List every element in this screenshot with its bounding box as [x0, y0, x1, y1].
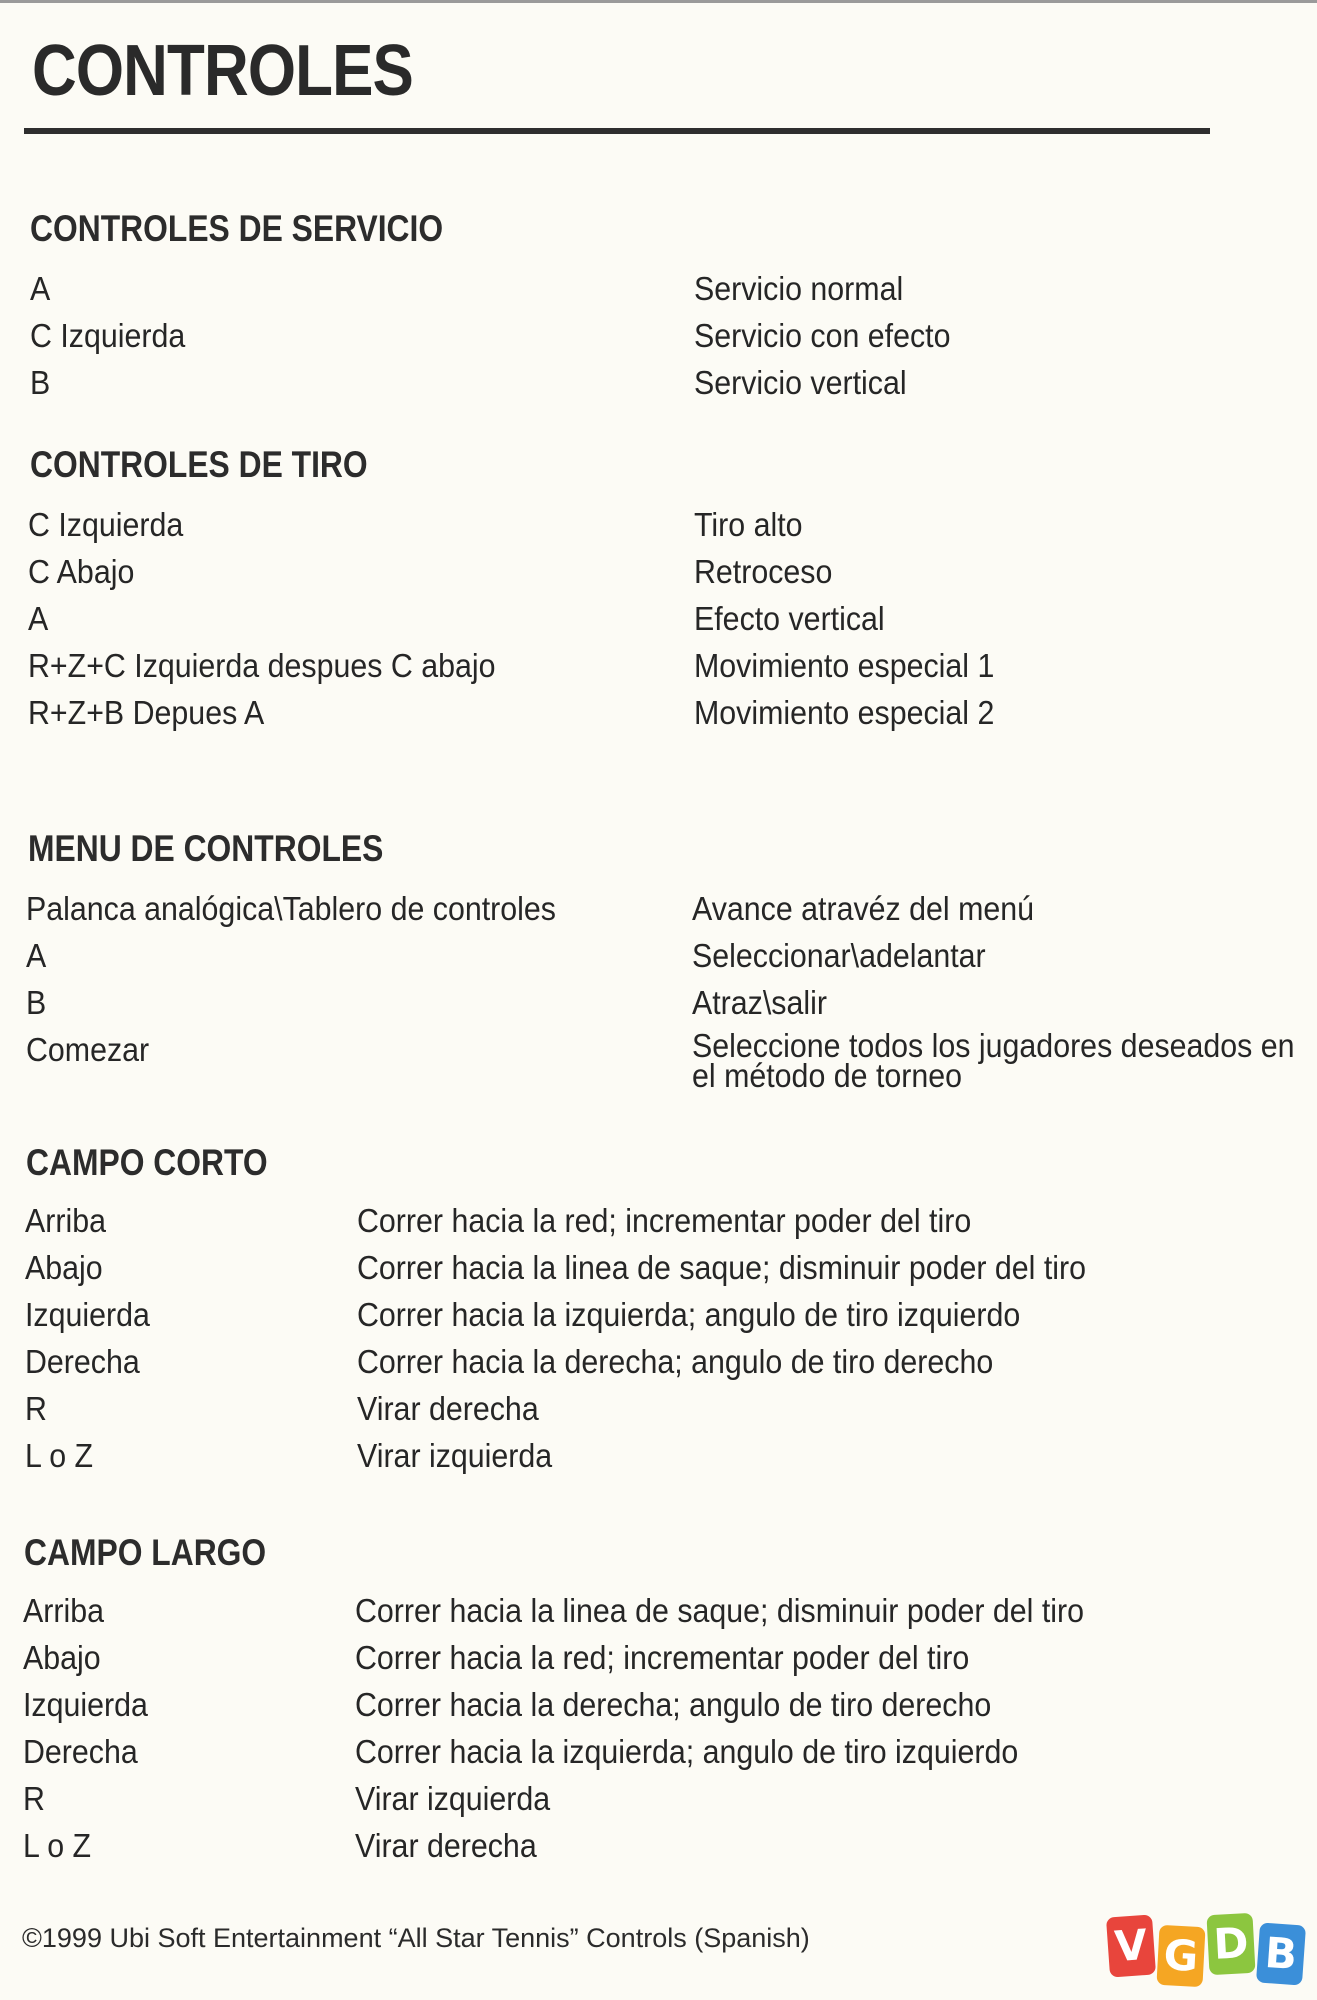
control-key: Palanca analógica\Tablero de controles [26, 890, 556, 927]
control-row [0, 553, 1317, 597]
control-key: Comezar [26, 1031, 150, 1068]
page-edge [0, 0, 1317, 3]
control-action: Correr hacia la derecha; angulo de tiro derecho [355, 1686, 992, 1723]
control-row [0, 1390, 1317, 1434]
section-heading-tiro: CONTROLES DE TIRO [30, 444, 368, 485]
control-row [0, 1733, 1317, 1777]
control-action: Seleccionar\adelantar [692, 937, 986, 974]
control-action: Correr hacia la red; incrementar poder del tiro [357, 1202, 972, 1239]
control-key: C Abajo [28, 553, 135, 590]
control-action: Virar derecha [355, 1827, 537, 1864]
control-action: Servicio con efecto [694, 317, 951, 354]
control-key: R+Z+B Depues A [28, 694, 265, 731]
control-action: Movimiento especial 1 [694, 647, 995, 684]
control-row [0, 984, 1317, 1028]
page-title: CONTROLES [32, 31, 413, 111]
control-action: Correr hacia la derecha; angulo de tiro derecho [357, 1343, 994, 1380]
control-key: C Izquierda [30, 317, 186, 354]
control-row [0, 1249, 1317, 1293]
control-row [0, 1686, 1317, 1730]
section-heading-campo-corto: CAMPO CORTO [26, 1142, 268, 1183]
control-key: R [23, 1780, 45, 1817]
control-key: R+Z+C Izquierda despues C abajo [28, 647, 496, 684]
control-action: Virar izquierda [357, 1437, 553, 1474]
control-row [0, 1592, 1317, 1636]
control-row [0, 1437, 1317, 1481]
control-key: Izquierda [25, 1296, 150, 1333]
control-action: Virar derecha [357, 1390, 539, 1427]
vgdb-logo [1108, 1912, 1308, 1992]
control-action: Atraz\salir [692, 984, 827, 1021]
control-action: Correr hacia la linea de saque; disminuir poder del tiro [357, 1249, 1087, 1286]
control-key: Arriba [25, 1202, 106, 1239]
control-key: Abajo [23, 1639, 101, 1676]
control-action: Correr hacia la red; incrementar poder del tiro [355, 1639, 970, 1676]
control-key: Abajo [25, 1249, 103, 1286]
control-row [0, 1827, 1317, 1871]
control-row [0, 937, 1317, 981]
logo-letter-g: G [1156, 1925, 1205, 1987]
control-key: B [30, 364, 51, 401]
copyright-footer: ©1999 Ubi Soft Entertainment “All Star Tennis” Controls (Spanish) [22, 1923, 810, 1953]
control-key: A [26, 937, 47, 974]
control-row [0, 317, 1317, 361]
section-heading-servicio: CONTROLES DE SERVICIO [30, 208, 444, 249]
control-key: Arriba [23, 1592, 104, 1629]
control-key: Izquierda [23, 1686, 148, 1723]
control-row [0, 600, 1317, 644]
logo-letter-v: V [1106, 1914, 1156, 1977]
control-action: Retroceso [694, 553, 833, 590]
logo-letter-b: B [1256, 1922, 1306, 1985]
control-row [0, 647, 1317, 691]
section-heading-menu: MENU DE CONTROLES [28, 828, 384, 869]
control-action: Movimiento especial 2 [694, 694, 995, 731]
control-action: Efecto vertical [694, 600, 885, 637]
control-row [0, 1296, 1317, 1340]
control-action: Virar izquierda [355, 1780, 551, 1817]
logo-letter-d: D [1206, 1913, 1255, 1975]
control-row [0, 270, 1317, 314]
control-key: L o Z [25, 1437, 94, 1474]
control-key: Derecha [23, 1733, 138, 1770]
control-key: B [26, 984, 47, 1021]
control-row [0, 1027, 1317, 1101]
control-key: R [25, 1390, 47, 1427]
control-key: A [30, 270, 51, 307]
control-action: Servicio normal [694, 270, 904, 307]
control-action: Correr hacia la linea de saque; disminuir poder del tiro [355, 1592, 1085, 1629]
control-action: Correr hacia la izquierda; angulo de tiro izquierdo [357, 1296, 1021, 1333]
control-key: A [28, 600, 49, 637]
control-action: Servicio vertical [694, 364, 907, 401]
control-action: Avance atravéz del menú [692, 890, 1035, 927]
control-row [0, 694, 1317, 738]
control-row [0, 890, 1317, 934]
control-action: Seleccione todos los jugadores deseados en el método de torneo [692, 1027, 1295, 1094]
control-row [0, 1343, 1317, 1387]
control-row [0, 1639, 1317, 1683]
control-row [0, 364, 1317, 408]
control-action: Correr hacia la izquierda; angulo de tiro izquierdo [355, 1733, 1019, 1770]
control-key: L o Z [23, 1827, 92, 1864]
control-row [0, 506, 1317, 550]
control-action: Tiro alto [694, 506, 803, 543]
control-row [0, 1780, 1317, 1824]
section-heading-campo-largo: CAMPO LARGO [24, 1532, 267, 1573]
control-row [0, 1202, 1317, 1246]
title-rule [24, 128, 1210, 134]
control-key: Derecha [25, 1343, 140, 1380]
control-key: C Izquierda [28, 506, 184, 543]
